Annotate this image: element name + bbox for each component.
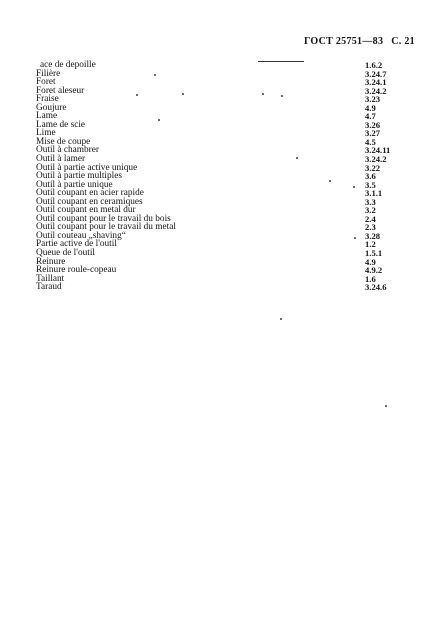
entry-reference: 3.24.11 (365, 145, 391, 156)
entry-reference: 3.22 (365, 162, 381, 173)
entry-term: Lame de scie (36, 119, 86, 130)
entry-term: Queue de l'outil (36, 248, 95, 259)
page-header (304, 36, 415, 47)
entry-reference: 4.9 (365, 256, 376, 267)
scan-speck (281, 95, 283, 97)
entry-reference: 3.5 (365, 179, 376, 190)
entry-term: Outil coupant pour le travail du metal (36, 222, 176, 233)
entry-reference: 3.28 (365, 230, 381, 241)
entry-reference: 3.6 (365, 171, 376, 182)
entry-reference: 3.24.2 (365, 154, 387, 165)
entry-term: Reinure roule-copeau (36, 265, 117, 276)
index-entry (0, 266, 427, 275)
entry-reference: 2.3 (365, 222, 376, 233)
entry-term: Mise de coupe (36, 136, 91, 147)
entry-reference: 3.3 (365, 196, 376, 207)
entry-term: Lime (36, 128, 56, 139)
entry-reference: 3.24.6 (365, 282, 387, 293)
entry-term: Outil à lamer (36, 154, 86, 165)
entry-reference: 3.27 (365, 128, 381, 139)
entry-reference: 4.5 (365, 136, 376, 147)
entry-term: Outil à partie unique (36, 179, 113, 190)
index-entry (0, 70, 427, 79)
scan-speck (158, 119, 160, 121)
entry-term: Outil coupant en metal dur (36, 205, 136, 216)
entry-reference: 1.6.2 (365, 60, 383, 70)
scan-speck (154, 74, 156, 76)
entry-reference: 4.7 (365, 111, 376, 122)
entry-reference: 3.1.1 (365, 188, 383, 199)
scan-speck (262, 93, 264, 95)
entry-term: ace de depoille (40, 60, 96, 70)
index-entry (0, 104, 427, 113)
entry-reference: 3.24.1 (365, 77, 387, 88)
index-entry (0, 275, 427, 284)
scan-speck (385, 405, 387, 407)
entry-term: Outil à chambrer (36, 145, 99, 156)
scan-speck (329, 180, 331, 182)
standard-number: ГОСТ 25751—83 (303, 36, 384, 47)
scan-speck (354, 237, 356, 239)
entry-term: Taillant (36, 273, 65, 284)
entry-reference: 3.26 (365, 119, 381, 130)
entry-term: Foret aleseur (36, 85, 85, 96)
entry-term: Outil coupant en ceramiques (36, 196, 143, 207)
entry-reference: 3.2 (365, 205, 376, 216)
entry-reference: 2.4 (365, 213, 376, 224)
scan-speck (280, 318, 282, 320)
entry-term: Partie active de l'outil (36, 239, 117, 250)
entry-reference: 1.6 (365, 273, 376, 284)
scan-speck (136, 94, 138, 96)
entry-reference: 1.2 (365, 239, 376, 250)
scan-speck (296, 157, 298, 159)
scan-speck (353, 186, 355, 188)
page-number: С. 21 (391, 36, 415, 47)
index-entry (0, 61, 427, 70)
entry-term: Goujure (36, 102, 67, 113)
entry-reference: 4.9.2 (365, 265, 383, 276)
index-list (0, 61, 427, 292)
entry-term: Outil coupant pour le travail du bois (36, 213, 171, 224)
entry-term: Foret (36, 77, 56, 88)
entry-reference: 3.24.7 (365, 68, 387, 79)
index-entry (0, 121, 427, 130)
entry-reference: 3.23 (365, 94, 381, 105)
entry-reference: 3.24.2 (365, 85, 387, 96)
entry-reference: 4.9 (365, 102, 376, 113)
entry-term: Taraud (36, 282, 62, 293)
entry-term: Filière (36, 68, 61, 79)
entry-term: Outil à partie multiples (36, 171, 122, 182)
entry-term: Fraise (36, 94, 59, 105)
scan-speck (182, 93, 184, 95)
entry-term: Outil à partie active unique (36, 162, 138, 173)
entry-term: Outil coupant en acier rapide (36, 188, 144, 199)
entry-term: Lame (36, 111, 58, 122)
entry-term: Reinure (36, 256, 66, 267)
entry-reference: 1.5.1 (365, 248, 383, 259)
index-entry (0, 87, 427, 96)
index-entry (0, 283, 427, 292)
entry-term: Outil couteau „shaving“ (36, 230, 126, 241)
